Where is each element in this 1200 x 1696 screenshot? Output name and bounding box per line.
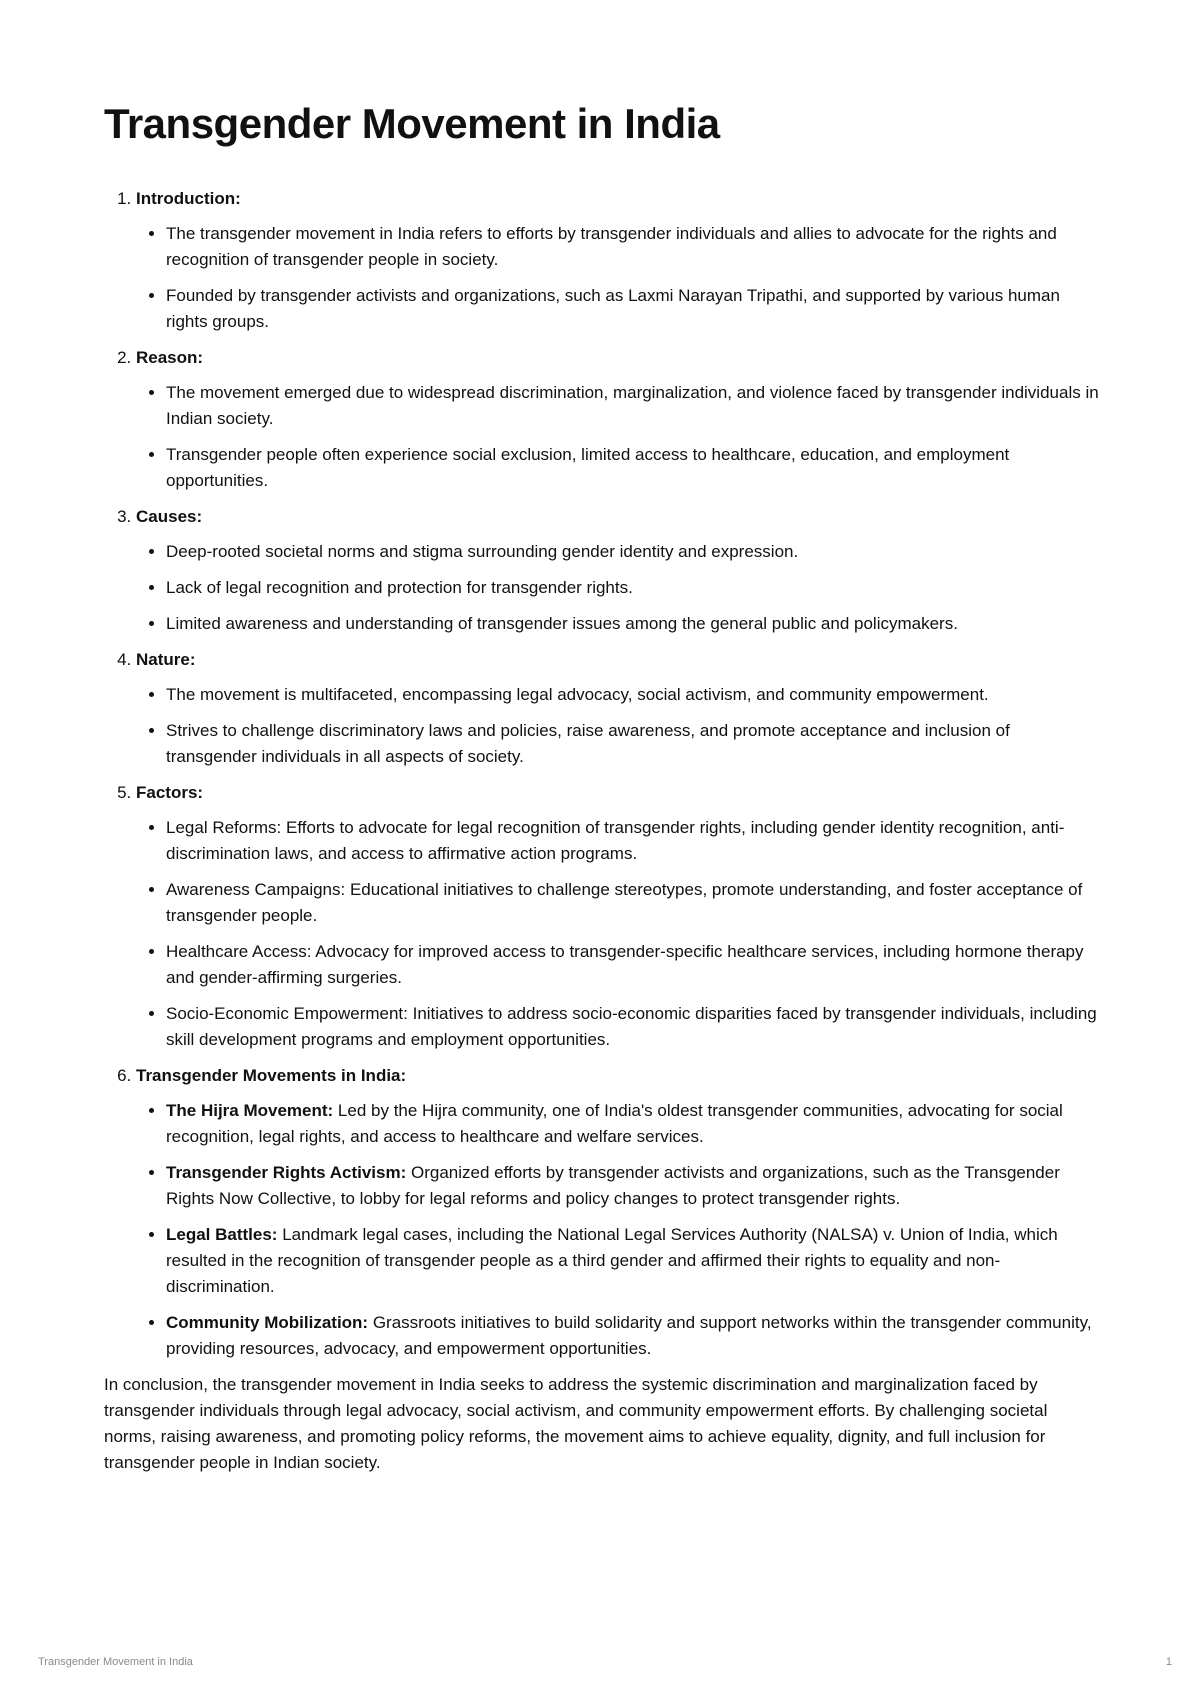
bullet-text: Landmark legal cases, including the National Legal Services Authority (NALSA) v. Union of India, which resulted in the recognition of transgender people as a third gender and affirmed their rights to equality and non-discrimination.	[166, 1225, 1058, 1296]
list-item	[166, 283, 1104, 335]
section-heading: 5. Factors:	[136, 783, 204, 802]
section-nature	[136, 647, 1104, 770]
list-item	[166, 380, 1104, 432]
section-causes	[136, 504, 1104, 637]
bullet-text: Healthcare Access: Advocacy for improved access to transgender-specific healthcare services, including hormone therapy and gender-affirming surgeries.	[166, 942, 1084, 987]
conclusion-paragraph: In conclusion, the transgender movement in India seeks to address the systemic discrimination and marginalization faced by transgender individuals through legal advocacy, social activism, and community empowerment efforts. By challenging societal norms, raising awareness, and promoting policy reforms, the movement aims to achieve equality, dignity, and full inclusion for transgender people in Indian society.	[104, 1375, 1048, 1472]
section-heading: 1. Introduction:	[136, 189, 241, 208]
bullet-text: Socio-Economic Empowerment: Initiatives to address socio-economic disparities faced by transgender individuals, including skill development programs and employment opportunities.	[166, 1004, 1097, 1049]
list-item	[166, 575, 1104, 601]
bullet-text: The movement is multifaceted, encompassing legal advocacy, social activism, and community empowerment.	[166, 685, 989, 704]
bullet-lead: Legal Battles:	[166, 1225, 278, 1244]
bullet-list	[136, 1098, 1104, 1362]
bullet-list	[136, 815, 1104, 1053]
list-item	[166, 877, 1104, 929]
list-item	[166, 1310, 1104, 1362]
document-page	[104, 100, 1104, 1476]
bullet-list	[136, 380, 1104, 494]
list-item	[166, 1001, 1104, 1053]
bullet-text: The movement emerged due to widespread discrimination, marginalization, and violence faced by transgender individuals in Indian society.	[166, 383, 1099, 428]
section-introduction	[136, 186, 1104, 335]
bullet-text: Led by the Hijra community, one of India's oldest transgender communities, advocating for social recognition, legal rights, and access to healthcare and welfare services.	[166, 1101, 1063, 1146]
bullet-list	[136, 682, 1104, 770]
bullet-lead: Transgender Rights Activism:	[166, 1163, 407, 1182]
bullet-text: Organized efforts by transgender activists and organizations, such as the Transgender Rights Now Collective, to lobby for legal reforms and policy changes to protect transgender rights.	[166, 1163, 1060, 1208]
bullet-text: Transgender people often experience social exclusion, limited access to healthcare, education, and employment opportunities.	[166, 445, 1010, 490]
list-item	[166, 539, 1104, 565]
bullet-text: Limited awareness and understanding of transgender issues among the general public and policymakers.	[166, 614, 958, 633]
section-movements	[136, 1063, 1104, 1362]
list-item	[166, 1222, 1104, 1300]
section-heading: 4. Nature:	[136, 650, 196, 669]
bullet-list	[136, 539, 1104, 637]
list-item	[166, 682, 1104, 708]
section-heading: 2. Reason:	[136, 348, 204, 367]
bullet-lead: Community Mobilization:	[166, 1313, 369, 1332]
list-item	[166, 815, 1104, 867]
bullet-text: The transgender movement in India refers to efforts by transgender individuals and allies to advocate for the rights and recognition of transgender people in society.	[166, 224, 1057, 269]
list-item	[166, 1160, 1104, 1212]
section-reason	[136, 345, 1104, 494]
list-item	[166, 611, 1104, 637]
bullet-lead: The Hijra Movement:	[166, 1101, 334, 1120]
bullet-list	[136, 221, 1104, 335]
list-item	[166, 718, 1104, 770]
section-heading: 6. Transgender Movements in India:	[136, 1066, 407, 1085]
bullet-text: Founded by transgender activists and organizations, such as Laxmi Narayan Tripathi, and supported by various human rights groups.	[166, 286, 1060, 331]
page-title: Transgender Movement in India	[104, 100, 720, 147]
bullet-text: Grassroots initiatives to build solidarity and support networks within the transgender community, providing resources, advocacy, and empowerment opportunities.	[166, 1313, 1092, 1358]
bullet-text: Lack of legal recognition and protection for transgender rights.	[166, 578, 633, 597]
footer-page-number: 1	[1165, 1656, 1172, 1668]
list-item	[166, 442, 1104, 494]
bullet-text: Awareness Campaigns: Educational initiatives to challenge stereotypes, promote understanding, and foster acceptance of transgender people.	[166, 880, 1083, 925]
bullet-text: Legal Reforms: Efforts to advocate for legal recognition of transgender rights, including gender identity recognition, anti-discrimination laws, and access to affirmative action programs.	[166, 818, 1065, 863]
section-factors	[136, 780, 1104, 1053]
footer-doc-title: Transgender Movement in India	[38, 1656, 193, 1668]
section-heading: 3. Causes:	[136, 507, 203, 526]
list-item	[166, 1098, 1104, 1150]
list-item	[166, 221, 1104, 273]
list-item	[166, 939, 1104, 991]
bullet-text: Deep-rooted societal norms and stigma surrounding gender identity and expression.	[166, 542, 799, 561]
section-list	[104, 186, 1104, 1362]
bullet-text: Strives to challenge discriminatory laws and policies, raise awareness, and promote acceptance and inclusion of transgender individuals in all aspects of society.	[166, 721, 1010, 766]
